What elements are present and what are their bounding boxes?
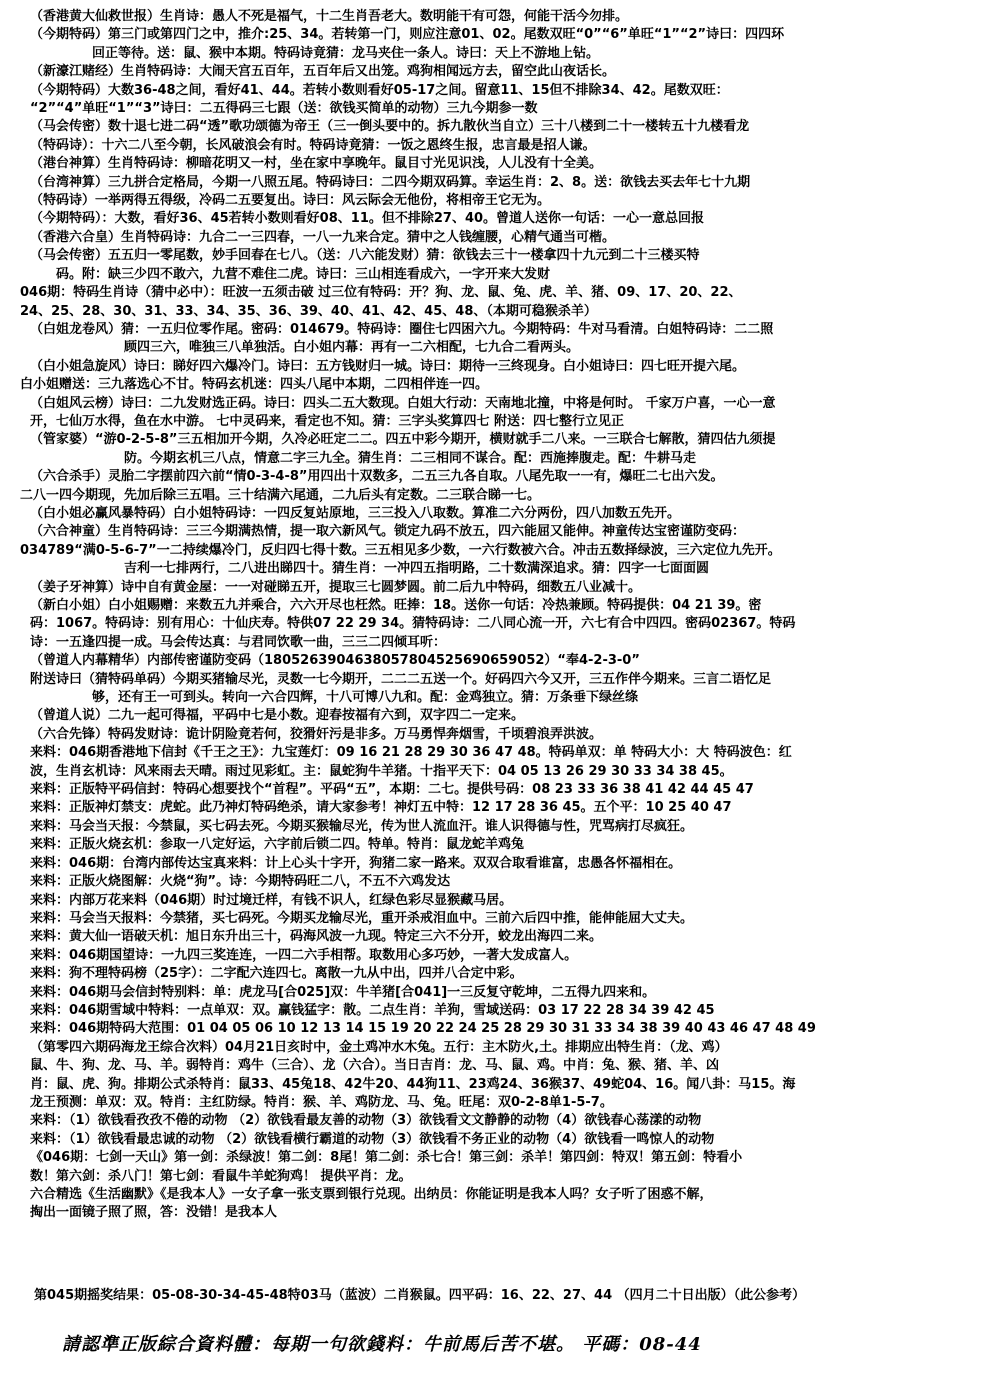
text-line: 吉利一七排两行，二八进出睇四十。猜生肖：一冲四五指明路，二十数满深追求。猜：四字一七面面圆 — [124, 561, 710, 577]
text-line: （香港六合皇）生肖特码诗：九合二一三四春，一八一九来合定。猜中之人钱缠腰，心精气通当可楷。 — [30, 229, 616, 245]
text-line: （管家婆）“游0-2-5-8”三五相加开今期，久冷必旺定二二。四五中彩今期开，横财就手二八来。一三联合七解散，猜四估九须提 — [30, 432, 776, 448]
text-line: 白小姐赠送：三九落选心不甘。特码玄机迷：四头八尾中本期，二四相伴连一四。 — [20, 377, 489, 393]
text-line: 附送诗曰（猜特码单码）今期买猪输尽光，灵数一七今期开，二二二五送一个。好码四六今又开，三五作伴今期来。三言二语忆足 — [30, 671, 772, 687]
text-line: 046期：特码生肖诗（猜中必中）：旺波一五须击破 过三位有特码：开？狗、龙、鼠、兔、虎、羊、猪、09、17、20、22、 — [20, 285, 742, 301]
text-line: （白小姐必赢风暴特码）白小姐特码诗：一四反复站原地，三三投入八取数。算准二六分两份，四八加数五先开。 — [30, 505, 681, 521]
text-line: 来料：046期：台湾内部传达宝真来料：计上心头十字开，狗猪二家一路来。双双合取看谁富，忠愚各怀福相在。 — [30, 855, 682, 871]
text-line: 码：1067。特码诗：别有用心：十仙庆寿。特供07 22 29 34。猜特码诗：二八同心流一开，六七有合中四四。密码02367。特码 — [30, 616, 796, 632]
text-line: 来料：正版特平码信封：特码心想要找个“首程”。平码“五”，本期：二七。提供号码：08 23 33 36 38 41 42 44 45 47 — [30, 782, 754, 798]
text-line: 掏出一面镜子照了照，答：没错！是我本人 — [30, 1205, 278, 1221]
text-line: 肖：鼠、虎、狗。排期公式杀特肖：鼠33、45兔18、42牛20、44狗11、23鸡24、36猴37、49蛇04、16。闻八卦：马15。海 — [30, 1076, 796, 1092]
text-line: 鼠、牛、狗、龙、马、羊。弱特肖：鸡牛（三合）、龙（六合）。当日吉肖：龙、马、鼠、鸡。中肖：兔、猴、猪、羊、凶 — [30, 1058, 720, 1074]
text-line: 034789“满0-5-6-7”一二持续爆冷门，反归四七得十数。三五相见多少数，一六行数被六合。冲击五数择绿波，三六定位九先开。 — [20, 542, 781, 558]
text-line: 二八一四今期现，先加后除三五唱。三十结满六尾通，二九后头有定数。二三联合睇一七。 — [20, 487, 541, 503]
text-line: 来料：046期香港地下信封《千王之王》：九宝莲灯：09 16 21 28 29 30 36 47 48。特码单双：单 特码大小：大 特码波色：红 — [30, 745, 792, 761]
text-line: 来料：狗不理特码榜（25字）：二字配六连四七。离散一九从中出，四并八合定中彩。 — [30, 966, 523, 982]
text-line: （马会传密）数十退七进二码“透”歌功颂德为帝王（三一倒头要中的。拆九散伙当自立）三十八楼到二十一楼转五十九楼看龙 — [30, 119, 750, 135]
text-line: 来料：（1）欲钱看最忠诚的动物 （2）欲钱看横行霸道的动物（3）欲钱看不务正业的动物（4）欲钱看一鸣惊人的动物 — [30, 1131, 715, 1147]
text-line: （六合神童）生肖特码诗：三三今期满热情，提一取六新风气。锁定九码不放五，四六能屈又能伸。神童传达宝密谨防变码： — [30, 524, 746, 540]
text-line: 来料：046期国望诗：一九四三奖连连，一四二六手相帮。取数用心多巧妙，一著大发成富人。 — [30, 947, 578, 963]
text-line: 诗：一五逢四提一成。马会传达真：与君同饮歌一曲，三三二四倾耳听： — [30, 634, 447, 650]
text-line: （马会传密）五五归一零尾数，妙手回春在七八。（送：八六能发财）猜：欲钱去三十一楼拿四十九元到二十三楼买特 — [30, 248, 700, 264]
text-line: （特码诗）：十六二八至今朝，长风破浪会有时。特码诗竟猜：一饭之恩终生报，忠言最是招人谦。 — [30, 137, 596, 153]
text-line: 来料：046期特码大范围：01 04 05 06 10 12 13 14 15 19 20 22 24 25 28 29 30 31 33 34 38 39 40 43 46 47 48 49 — [30, 1021, 816, 1037]
text-line: 来料：046期雪域中特料：一点单双：双。赢钱猛字：散。二点生肖：羊狗，雪域送码：03 17 22 28 34 39 42 45 — [30, 1002, 715, 1018]
text-line: 来料：046期马会信封特别料：单：虎龙马[合025]双：牛羊猪[合041]一三反复守乾坤，二五得九四来和。 — [30, 984, 656, 1000]
text-line: 来料：正版火烧玄机：参取一八定好运，六字前后锁二四。特单。特肖：鼠龙蛇羊鸡兔 — [30, 837, 525, 853]
text-lines — [20, 8, 971, 1223]
text-line: 龙王预测：单双：双。特肖：主红防绿。特肖：猴、羊、鸡防龙、马、兔。旺尾：双0-2-8单1-5-7。 — [30, 1094, 613, 1110]
text-line: （第零四六期码海龙王综合次料）04月21日亥时中，金土鸡冲水木兔。五行：主木防火,土。排期应出特生肖：（龙、鸡） — [30, 1039, 728, 1055]
footer-slogan: 請認準正版綜合資料體：每期一句欲錢料：牛前馬后苦不堪。 平碼：08-44 — [62, 1334, 702, 1355]
text-line: （白姐风云榜）诗曰：二九发财选正码。诗曰：四头二五大数现。白姐大行动：天南地北撞，中将是何时。 千家万户喜，一心一意 — [30, 395, 776, 411]
text-line: （港台神算）生肖特码诗：柳暗花明又一村，坐在家中享晚年。鼠目寸光见识浅，人儿没有十全美。 — [30, 156, 603, 172]
text-line: 数！第六剑：杀八门！第七剑：看鼠牛羊蛇狗鸡！ 提供平肖：龙。 — [30, 1168, 412, 1184]
text-line: 来料：正版火烧图解：火烧“狗”。诗：今期特码旺二八，不五不六鸡发达 — [30, 874, 451, 890]
text-line: （姜子牙神算）诗中自有黄金屋：一一对碰睇五开，提取三七圆梦圆。前二后九中特码，细数五八业减十。 — [30, 579, 642, 595]
text-line: 顾四三六，唯独三八单独活。白小姐内幕：再有一二六相配，七九合二看两头。 — [124, 340, 580, 356]
text-line: 来料：（1）欲钱看孜孜不倦的动物 （2）欲钱看最友善的动物（3）欲钱看文文静静的动物（4）欲钱春心荡漾的动物 — [30, 1113, 702, 1129]
text-line: （台湾神算）三九拼合定格局，今期一八照五尾。特码诗曰：二四今期双码算。幸运生肖：2、8。送：欲钱去买去年七十九期 — [30, 174, 751, 190]
text-line: 来料：内部万花来料（046期）时过境迁样，有钱不识人，红绿色彩尽显猴藏马居。 — [30, 892, 513, 908]
text-line: 回正等待。送：鼠、猴中本期。特码诗竟猜：龙马夹住一条人。诗曰：天上不游地上钻。 — [92, 45, 600, 61]
text-line: （六合杀手）灵胎二字摆前四六前“情0-3-4-8”用四出十双数多，二五三九各自取。八尾先取一一有，爆旺二七出六发。 — [30, 469, 724, 485]
text-line: （六合先锋）特码发财诗：诡计阴险竟若何，狡猾奸污是非多。万马勇悍奔烟雪，千顷碧浪弄洪波。 — [30, 726, 603, 742]
text-line: 《046期：七剑一天山》第一剑：杀绿波！第二剑：8尾！第二剑：杀七合！第三剑：杀羊！第四剑：特双！第五剑：特看小 — [30, 1150, 743, 1166]
text-line: 开，七仙万水得，鱼在水中游。 七中灵码来，看定也不知。猜：三字头奖算四七 附送：四七整行立见正 — [30, 413, 625, 429]
text-line: 来料：马会当天报料：今禁猪，买七码死。今期买龙输尽光，重开杀戒泪血中。三前六后四中推，能伸能屈大丈夫。 — [30, 910, 694, 926]
text-line: 六合精选《生活幽默》《是我本人》一女子拿一张支票到银行兑现。出纳员：你能证明是我本人吗？女子听了困惑不解， — [30, 1187, 713, 1202]
text-line: 波，生肖玄机诗：风来雨去天晴。雨过见彩虹。主：鼠蛇狗牛羊猪。十指平天下：04 05 13 26 29 30 33 34 38 45。 — [30, 763, 733, 779]
draw-result: 第045期摇奖结果：05-08-30-34-45-48特03马（蓝波）二肖猴鼠。四平码：16、22、27、44 （四月二十日出版）（此公参考） — [34, 1288, 806, 1303]
text-line: 够，还有王一可到头。转向一六合四辉，十八可博八九和。配：金鸡独立。猜：万条垂下绿丝绦 — [92, 690, 639, 706]
text-line: （新白小姐）白小姐赐赠：来数五九并乘合，六六开尽也枉然。旺捧：18。送你一句话：冷热兼顾。特码提供：04 21 39。密 — [30, 598, 762, 613]
text-line: （白姐龙卷风）猜：一五归位零作尾。密码：014679。特码诗：圈住七四困六九。今期特码：牛对马看清。白姐特码诗：二二照 — [30, 321, 774, 337]
text-line: （白小姐急旋风）诗曰：睇好四六爆冷门。诗曰：五方钱财归一城。诗曰：期待一三终现身。白小姐诗曰：四七旺开提六尾。 — [30, 358, 746, 374]
text-line: （曾道人内幕精华）内部传密谨防变码（18052639046380578045256906590​52）“奉4-2-3-0” — [30, 653, 640, 669]
text-line: 防。今期玄机三八点，情意二字三九全。猜生肖：二三相同不谋合。配：西施捧腹走。配：牛耕马走 — [124, 450, 697, 466]
text-line: 来料：黄大仙一语破天机：旭日东升出三十，码海风波一九现。特定三六不分开，蛟龙出海四二来。 — [30, 929, 603, 945]
text-line: （今期特码）第三门或第四门之中，推介:25、34。若转第一门，则应注意01、02。尾数双旺“0”“6”单旺“1”“2”诗曰：四四环 — [30, 27, 785, 43]
text-line: （曾道人说）二九一起可得福，平码中七是小数。迎春按福有六到，双字四二一定来。 — [30, 708, 525, 724]
text-line: （今期特码）：大数，看好36、45若转小数则看好08、11。但不排除27、40。曾道人送你一句话：一心一意总回报 — [30, 211, 705, 227]
text-line: “2”“4”单旺“1”“3”诗曰：二五得码三七跟（送：欲钱买简单的动物）三九今期参一数 — [30, 101, 538, 117]
text-line: 码。附：缺三少四不敢六，九营不难住二虎。诗曰：三山相连看成六，一字开来大发财 — [56, 266, 551, 282]
text-line: （特码诗）一举两得五得级，冷码二五要复出。诗曰：风云际会无他份，将相帝王它无为。 — [30, 193, 551, 209]
text-line: 来料：正版神灯禁支：虎蛇。此乃神灯特码绝杀，请大家参考！神灯五中特：12 17 28 36 45。五个平：10 25 40 47 — [30, 800, 732, 816]
text-line: （新濠江赌经）生肖特码诗：大闹天宫五百年，五百年后又出笼。鸡狗相闻远方去，留空此山夜话长。 — [30, 64, 616, 80]
text-line: （香港黄大仙救世报）生肖诗：愚人不死是福气，十二生肖吾老大。数明能干有可怨，何能干活今勿排。 — [30, 9, 629, 24]
text-line: 来料：马会当天报：今禁鼠，买七码去死。今期买猴输尽光，传为世人流血汗。谁人识得德与性，咒骂病打尽疯狂。 — [30, 818, 694, 834]
text-line: （今期特码）大数36-48之间，看好41、44。若转小数则看好05-17之间。留意11、15但不排除34、42。尾数双旺： — [30, 82, 729, 98]
text-line: 24、25、28、30、31、33、34、35、36、39、40、41、42、45、48、（本期可稳猴杀羊） — [20, 303, 597, 319]
